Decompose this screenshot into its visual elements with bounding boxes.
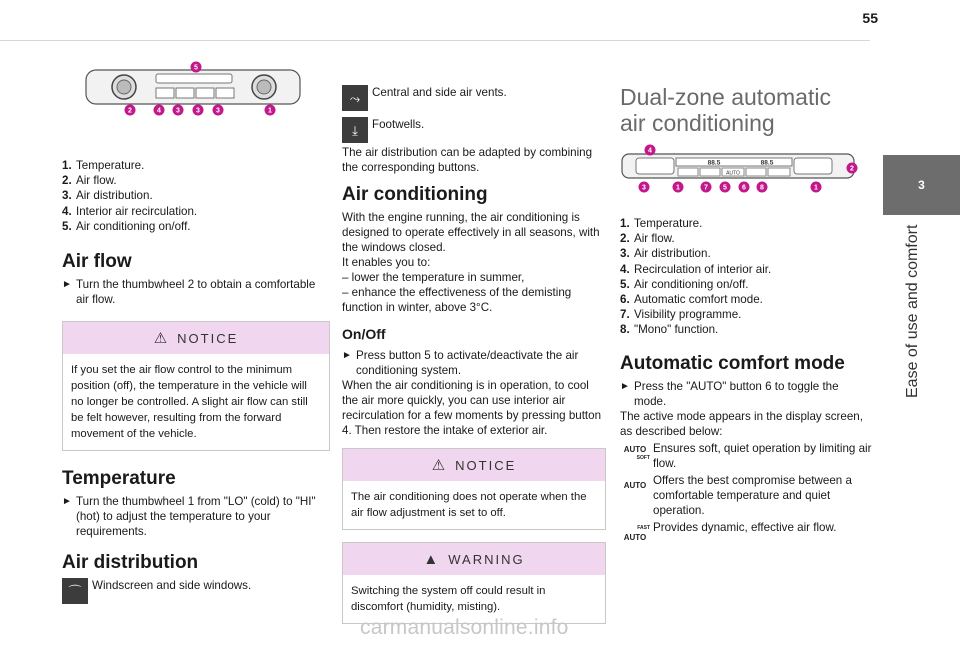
arrow-icon: ►: [62, 279, 72, 291]
arrow-icon: ►: [342, 350, 352, 361]
airflow-instruction: ► Turn the thumbwheel 2 to obtain a comfortable air flow.: [62, 278, 316, 307]
windscreen-mode: ⌒ Windscreen and side windows.: [62, 578, 330, 604]
manual-ac-legend: [62, 158, 330, 234]
list-item: 5. Air conditioning on/off.: [620, 277, 749, 291]
auto-instruction: ► Press the "AUTO" button 6 to toggle the mode.: [620, 379, 839, 408]
callout-label: 2: [850, 165, 854, 173]
auto-soft-mode: AUTO SOFT Ensures soft, quiet operation by limiting air flow.: [620, 441, 872, 471]
list-item: 6. Automatic comfort mode.: [620, 293, 763, 307]
list-item: 4. Interior air recirculation.: [62, 204, 198, 218]
notice-box: [342, 448, 606, 530]
warning-filled-icon: ▲: [423, 550, 439, 568]
airflow-heading: Air flow: [62, 251, 132, 273]
onoff-heading: On/Off: [342, 326, 386, 342]
callout-label: 7: [704, 184, 708, 192]
callout-label: 5: [194, 64, 198, 72]
onoff-text: When the air conditioning is in operation, to cool the air more quickly, you can use interior air recirculation for a few moments by pressing button 4. Then restore the intake of exterior air.: [342, 379, 602, 437]
notice-box: [62, 321, 330, 451]
callout-label: 1: [814, 184, 818, 192]
footwell-mode: ⤓ Footwells.: [342, 117, 606, 143]
list-item: 7. Visibility programme.: [620, 308, 742, 322]
callout-label: 6: [742, 184, 746, 192]
warning-header: ▲ WARNING: [343, 543, 605, 575]
callout-label: 5: [723, 184, 727, 192]
list-item: 1. Temperature.: [62, 159, 145, 172]
callout-label: 3: [176, 107, 180, 115]
warning-text: Switching the system off could result in discomfort (humidity, misting).: [351, 585, 546, 613]
auto-button-label: AUTO: [726, 170, 740, 177]
list-item: 3. Air distribution.: [62, 189, 153, 203]
display-temp-left: 88.5: [707, 159, 721, 167]
dual-zone-panel-illustration: [616, 144, 872, 202]
windscreen-demist-icon: ⌒: [62, 578, 88, 604]
notice-text: If you set the air flow control to the minimum position (off), the temperature in the vehicle will no longer be controlled. A slight air flow can still be felt however, resulting from the forward movement of the vehicle.: [71, 364, 308, 441]
chapter-tab[interactable]: 3: [883, 155, 960, 215]
notice-text: The air conditioning does not operate when the air flow adjustment is set to off.: [351, 491, 587, 519]
column-1: [62, 60, 330, 604]
auto-soft-icon: AUTO SOFT: [623, 444, 650, 461]
list-item: 2. Air flow.: [62, 174, 117, 188]
auto-fast-mode: FAST AUTO Provides dynamic, effective air flow.: [620, 520, 872, 546]
list-item: 3. Air distribution.: [620, 247, 711, 261]
auto-text: The active mode appears in the display screen, as described below:: [620, 409, 863, 438]
list-item: 1. Temperature.: [620, 217, 703, 230]
warning-box: [342, 542, 606, 624]
callout-label: 2: [128, 107, 132, 115]
callout-label: 3: [196, 107, 200, 115]
callout-label: 3: [216, 107, 220, 115]
arrow-icon: ►: [620, 380, 630, 392]
auto-normal-mode: AUTO Offers the best compromise between a comfortable temperature and quiet operation.: [620, 473, 872, 518]
callout-label: 4: [648, 147, 652, 155]
list-item: 8. "Mono" function.: [620, 323, 719, 337]
list-item: 4. Recirculation of interior air.: [620, 262, 772, 276]
notice-header: ⚠ NOTICE: [63, 322, 329, 354]
temperature-heading: Temperature: [62, 468, 176, 490]
callout-label: 3: [642, 184, 646, 192]
distribution-heading: Air distribution: [62, 552, 199, 574]
auto-icon: AUTO: [623, 481, 647, 491]
warning-triangle-icon: ⚠: [431, 456, 446, 474]
header-rule: [0, 40, 870, 41]
callout-label: 8: [760, 184, 764, 192]
ac-heading: Air conditioning: [342, 184, 488, 205]
callout-label: 4: [157, 107, 161, 115]
dual-zone-legend: [620, 216, 872, 338]
temperature-instruction: ► Turn the thumbwheel 1 from "LO" (cold) to "HI" (hot) to adjust the temperature to your requirements.: [62, 495, 316, 539]
arrow-icon: ►: [62, 496, 72, 508]
auto-mode-heading: Automatic comfort mode: [620, 352, 845, 374]
combine-text: The air distribution can be adapted by combining the corresponding buttons.: [342, 146, 593, 174]
watermark: carmanualsonline.info: [360, 616, 569, 639]
chapter-title: Ease of use and comfort: [904, 224, 921, 398]
dual-zone-heading: Dual-zone automatic air conditioning: [620, 84, 831, 136]
warning-triangle-icon: ⚠: [153, 329, 168, 347]
page-number: 55: [862, 10, 878, 26]
auto-fast-icon: FAST AUTO: [623, 524, 650, 542]
footwell-icon: ⤓: [342, 117, 368, 143]
column-3: [620, 60, 872, 546]
list-item: 5. Air conditioning on/off.: [62, 219, 191, 233]
list-item: 2. Air flow.: [620, 232, 675, 246]
vents-mode: ⤳ Central and side air vents.: [342, 85, 606, 111]
face-vent-icon: ⤳: [342, 85, 368, 111]
callout-label: 1: [268, 107, 272, 115]
ac-text: With the engine running, the air conditioning is designed to operate effectively in all seasons, with the windows closed. It enables you to: – lower the temperature in summer, – enhance the effectiveness of the demisting function in winter, above 3°C.: [342, 211, 600, 314]
manual-ac-panel-illustration: [82, 60, 330, 120]
display-temp-right: 88.5: [760, 159, 774, 167]
onoff-instruction: ► Press button 5 to activate/deactivate the air conditioning system.: [342, 349, 579, 377]
column-2: [342, 60, 606, 624]
callout-label: 1: [676, 184, 680, 192]
notice-header: ⚠ NOTICE: [343, 449, 605, 481]
